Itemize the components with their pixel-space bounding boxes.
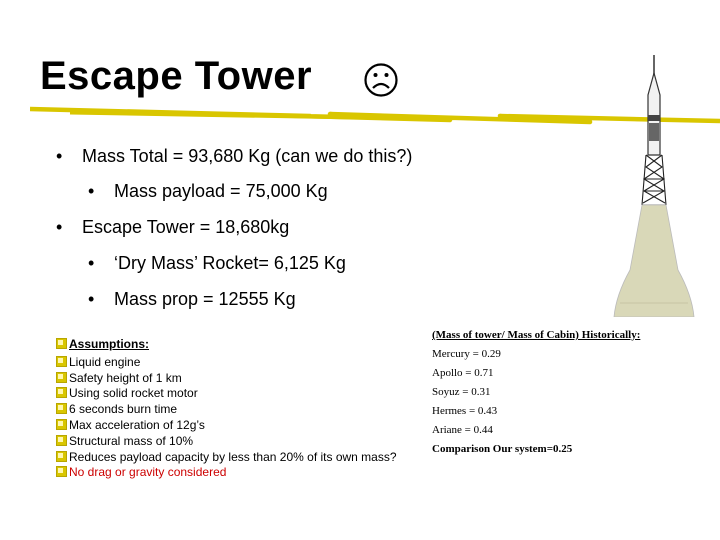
bullet-text: Mass Total = 93,680 Kg (can we do this?) — [82, 146, 413, 166]
list-item-text: No drag or gravity considered — [69, 465, 227, 480]
rocket-escape-tower-icon — [600, 55, 700, 317]
bullet-mass-prop — [88, 289, 296, 310]
assumptions-list — [56, 337, 397, 481]
checkbox-bullet-icon — [56, 387, 67, 398]
bullet-mass-total — [56, 146, 412, 167]
bullet-text: Escape Tower = 18,680kg — [82, 217, 290, 237]
list-item — [56, 355, 397, 371]
list-item-text: Using solid rocket motor — [69, 386, 198, 401]
assumptions-heading-text: Assumptions: — [69, 337, 150, 351]
bullet-dot: • — [56, 217, 63, 237]
list-item — [56, 371, 397, 387]
checkbox-bullet-icon — [56, 419, 67, 430]
checkbox-bullet-icon — [56, 356, 67, 367]
list-item — [56, 402, 397, 418]
list-item — [56, 386, 397, 402]
historical-item: Mercury = 0.29 — [432, 348, 501, 360]
bullet-escape-tower — [56, 217, 289, 238]
comparison-text: Comparison Our system=0.25 — [432, 443, 573, 455]
list-item-text: Safety height of 1 km — [69, 370, 182, 385]
bullet-mass-payload — [88, 181, 328, 202]
list-item-text: Structural mass of 10% — [69, 433, 194, 448]
checkbox-bullet-icon — [56, 466, 67, 477]
historical-item: Soyuz = 0.31 — [432, 386, 491, 398]
bullet-text: ‘Dry Mass’ Rocket= 6,125 Kg — [114, 253, 346, 273]
list-item — [56, 465, 397, 481]
checkbox-bullet-icon — [56, 403, 67, 414]
list-item — [56, 418, 397, 434]
list-item-text: Max acceleration of 12g’s — [69, 417, 205, 432]
checkbox-bullet-icon — [56, 451, 67, 462]
list-item — [56, 434, 397, 450]
historical-item: Hermes = 0.43 — [432, 405, 498, 417]
bullet-text: Mass payload = 75,000 Kg — [114, 181, 328, 201]
bullet-text: Mass prop = 12555 Kg — [114, 289, 296, 309]
checkbox-bullet-icon — [56, 338, 67, 349]
checkbox-bullet-icon — [56, 435, 67, 446]
list-item-text: 6 seconds burn time — [69, 402, 178, 417]
bullet-dry-mass — [88, 253, 346, 274]
bullet-dot: • — [88, 181, 95, 201]
checkbox-bullet-icon — [56, 372, 67, 383]
list-item-text: Reduces payload capacity by less than 20% of its own mass? — [69, 449, 397, 464]
historical-heading: (Mass of tower/ Mass of Cabin) Historically: — [432, 329, 641, 341]
bullet-dot: • — [56, 146, 63, 166]
bullet-dot: • — [88, 253, 95, 273]
bullet-dot: • — [88, 289, 95, 309]
page-title: Escape Tower — [40, 54, 313, 98]
assumptions-heading — [56, 337, 397, 353]
historical-item: Apollo = 0.71 — [432, 367, 494, 379]
historical-ratios — [432, 326, 640, 459]
historical-item: Ariane = 0.44 — [432, 424, 493, 436]
list-item-text: Liquid engine — [69, 354, 141, 369]
frown-face-icon — [363, 62, 399, 98]
list-item — [56, 450, 397, 466]
